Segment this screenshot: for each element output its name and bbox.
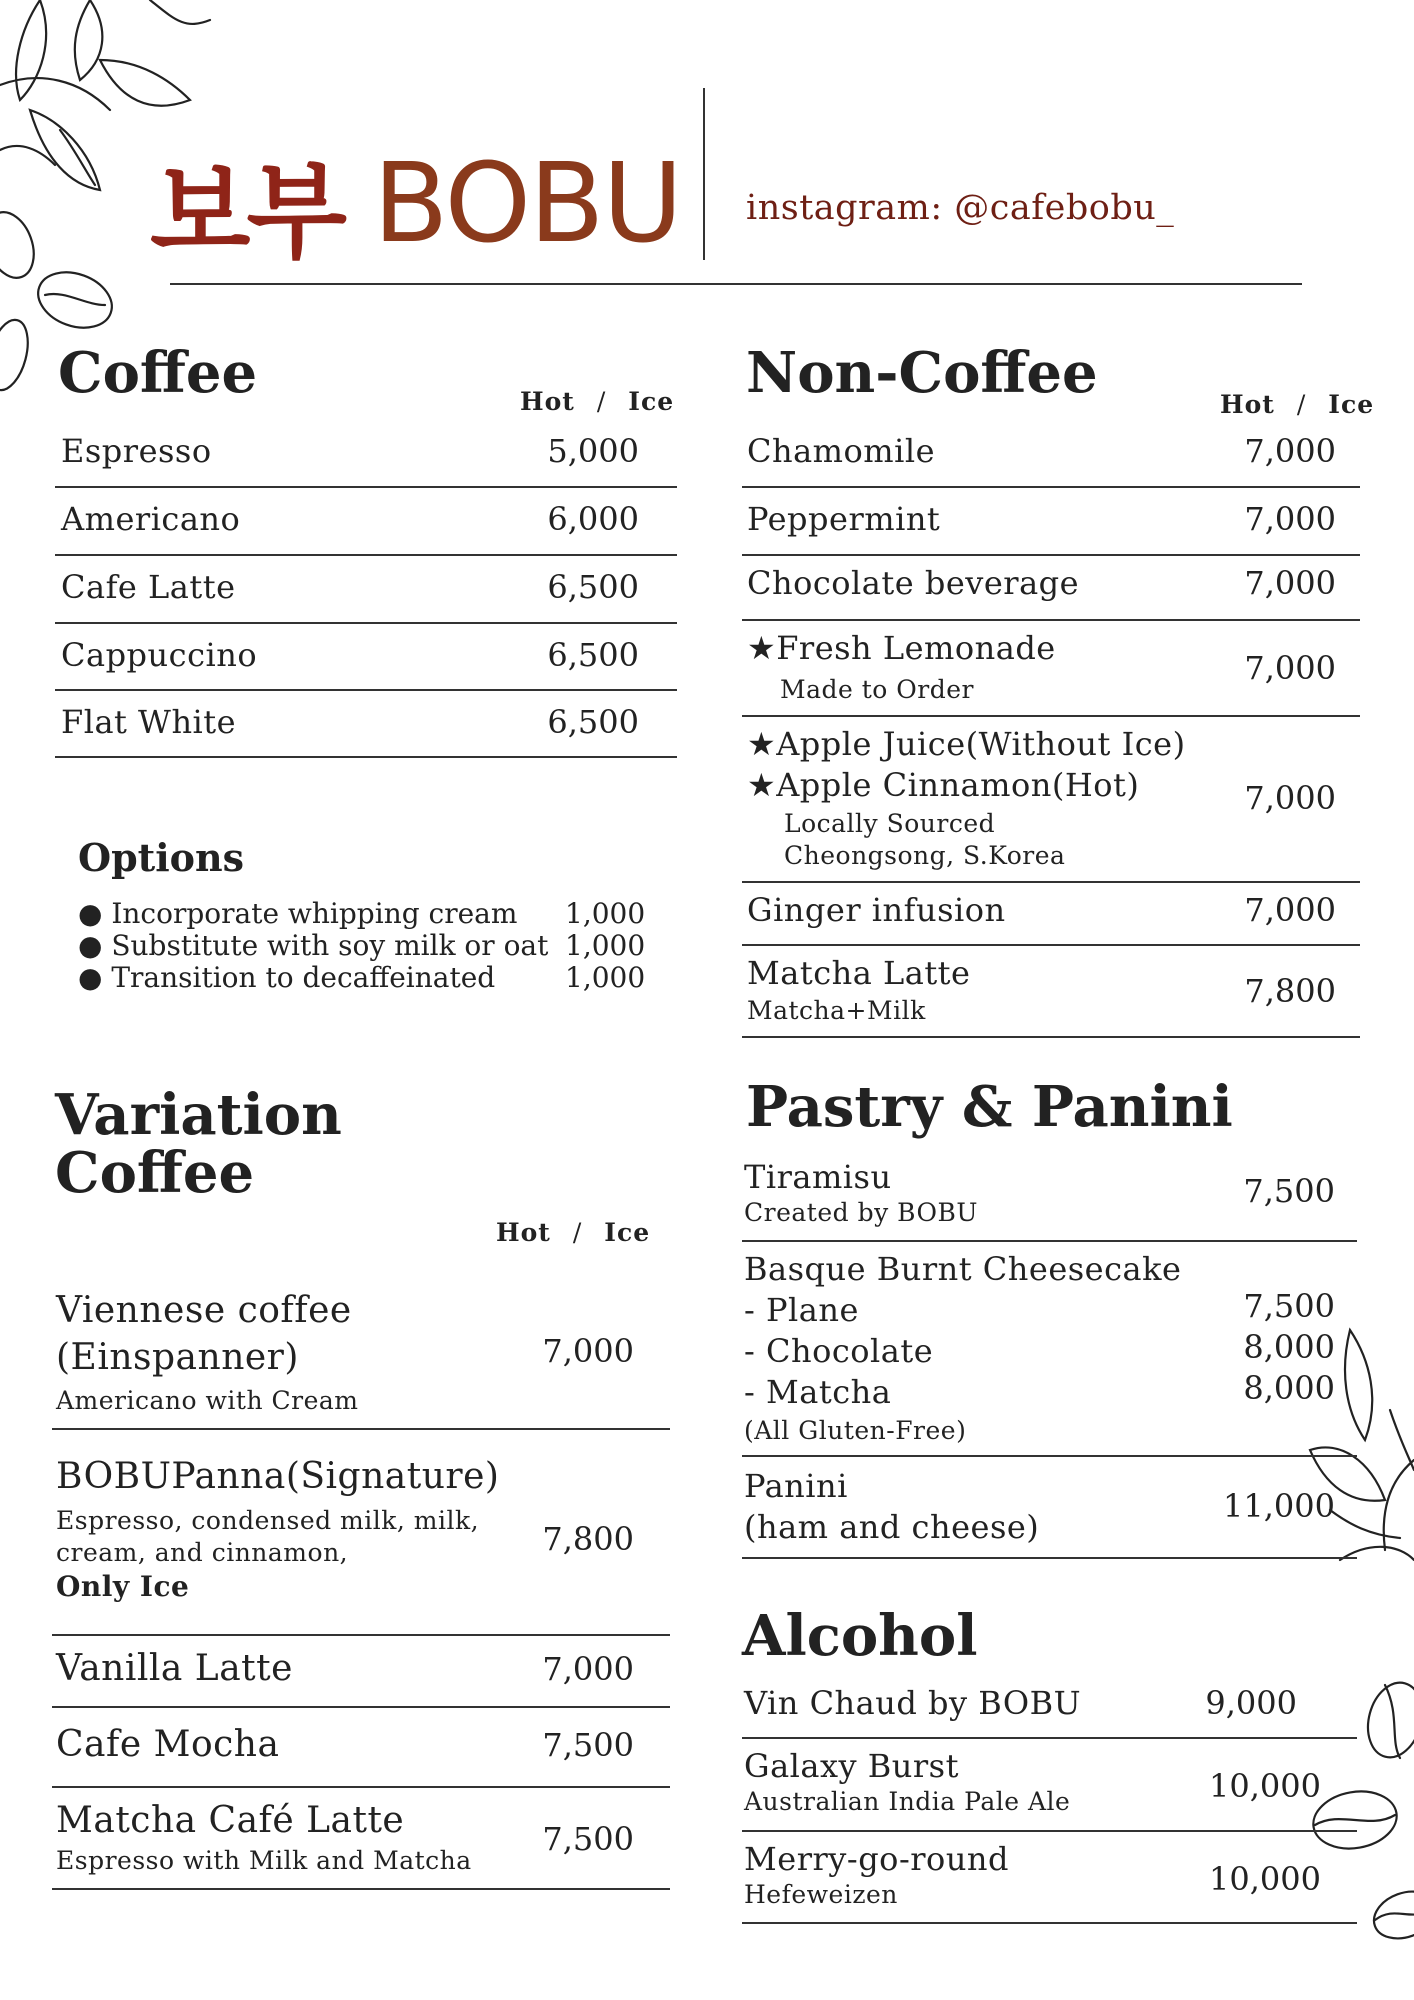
alcohol-title: Alcohol bbox=[742, 1603, 978, 1669]
item-name: Merry-go-round bbox=[744, 1840, 1010, 1878]
variant-price: 8,000 bbox=[1243, 1369, 1335, 1407]
item-price: 7,000 bbox=[542, 1650, 634, 1688]
item-name: Tiramisu bbox=[744, 1158, 892, 1196]
item-price: 10,000 bbox=[1209, 1860, 1321, 1898]
item-name-line1: Panini bbox=[744, 1467, 848, 1505]
item-description: Australian India Pale Ale bbox=[744, 1787, 1071, 1816]
item-price: 6,500 bbox=[547, 703, 639, 741]
item-description: Made to Order bbox=[780, 675, 974, 704]
ice-label: Ice bbox=[604, 1218, 651, 1247]
item-name: BOBUPanna(Signature) bbox=[56, 1456, 500, 1497]
menu-row-fresh-lemonade bbox=[742, 621, 1360, 717]
menu-row-vin-chaud bbox=[742, 1676, 1357, 1739]
menu-row-apple-juice bbox=[742, 717, 1360, 883]
item-description: Created by BOBU bbox=[744, 1198, 978, 1227]
item-price: 7,500 bbox=[1243, 1172, 1335, 1210]
item-price: 10,000 bbox=[1209, 1767, 1321, 1805]
variation-title-line2: Coffee bbox=[55, 1140, 255, 1206]
item-price: 9,000 bbox=[1205, 1684, 1297, 1722]
item-name-line1: Viennese coffee bbox=[56, 1290, 352, 1331]
menu-row-chamomile bbox=[742, 420, 1360, 488]
item-name: Matcha Café Latte bbox=[56, 1800, 405, 1841]
item-price: 7,000 bbox=[1244, 649, 1336, 687]
ice-label: Ice bbox=[628, 387, 675, 416]
option-price: 1,000 bbox=[565, 897, 646, 930]
menu-row-viennese-coffee bbox=[52, 1280, 670, 1430]
item-name-line1: ★Apple Juice(Without Ice) bbox=[747, 725, 1186, 763]
variant-matcha: - Matcha bbox=[744, 1373, 892, 1411]
item-description: Americano with Cream bbox=[56, 1386, 359, 1415]
variant-chocolate: - Chocolate bbox=[744, 1332, 934, 1370]
item-price: 6,500 bbox=[547, 568, 639, 606]
item-name: Chamomile bbox=[747, 432, 936, 470]
variant-price: 7,500 bbox=[1243, 1287, 1335, 1325]
coffee-hot-ice-header bbox=[520, 387, 674, 416]
item-name: Cafe Latte bbox=[61, 568, 236, 606]
item-only-ice-note: Only Ice bbox=[56, 1570, 190, 1603]
option-price: 1,000 bbox=[565, 929, 646, 962]
item-price: 7,000 bbox=[1244, 500, 1336, 538]
menu-row-cappuccino bbox=[55, 624, 677, 691]
variation-coffee-title bbox=[55, 1082, 342, 1206]
slash-label: / bbox=[596, 387, 607, 416]
logo-english-text: BOBU bbox=[372, 139, 682, 267]
menu-row-vanilla-latte bbox=[52, 1636, 670, 1708]
item-name-line2: (ham and cheese) bbox=[744, 1508, 1040, 1546]
item-name: Cappuccino bbox=[61, 636, 258, 674]
menu-row-bobupanna bbox=[52, 1430, 670, 1636]
item-price: 6,000 bbox=[547, 500, 639, 538]
item-description-line1: Locally Sourced bbox=[784, 809, 996, 838]
menu-row-matcha-cafe-latte bbox=[52, 1788, 670, 1890]
variant-plane: - Plane bbox=[744, 1291, 859, 1329]
item-name: Vanilla Latte bbox=[56, 1648, 293, 1689]
item-name: Espresso bbox=[61, 432, 212, 470]
item-price: 7,800 bbox=[542, 1520, 634, 1558]
hot-label: Hot bbox=[1220, 390, 1275, 419]
menu-row-chocolate-beverage bbox=[742, 556, 1360, 621]
menu-row-basque-cheesecake bbox=[742, 1242, 1357, 1457]
menu-row-panini bbox=[742, 1457, 1357, 1559]
item-name: Chocolate beverage bbox=[747, 564, 1080, 602]
menu-row-merry-go-round bbox=[742, 1832, 1357, 1924]
item-price: 7,800 bbox=[1244, 972, 1336, 1010]
option-soy-oat-milk: ● Substitute with soy milk or oat bbox=[78, 929, 549, 962]
item-name-line2: (Einspanner) bbox=[56, 1337, 299, 1378]
item-price: 7,000 bbox=[1244, 432, 1336, 470]
slash-label: / bbox=[572, 1218, 583, 1247]
menu-row-galaxy-burst bbox=[742, 1739, 1357, 1832]
item-price: 7,000 bbox=[1244, 564, 1336, 602]
menu-row-matcha-latte bbox=[742, 946, 1360, 1038]
item-description-line2: Cheongsong, S.Korea bbox=[784, 841, 1066, 870]
non-coffee-hot-ice-header bbox=[1220, 390, 1374, 419]
menu-row-peppermint bbox=[742, 488, 1360, 556]
item-price: 7,500 bbox=[542, 1726, 634, 1764]
item-description: (All Gluten-Free) bbox=[744, 1416, 967, 1445]
option-decaf: ● Transition to decaffeinated bbox=[78, 961, 496, 994]
item-name: Ginger infusion bbox=[747, 891, 1006, 929]
instagram-handle: instagram: @cafebobu_ bbox=[746, 188, 1175, 228]
variation-hot-ice-header bbox=[496, 1218, 650, 1247]
item-name: Basque Burnt Cheesecake bbox=[744, 1250, 1182, 1288]
item-name-line2: ★Apple Cinnamon(Hot) bbox=[747, 766, 1140, 804]
variation-title-line1: Variation bbox=[55, 1082, 342, 1148]
item-name: ★Fresh Lemonade bbox=[747, 629, 1056, 667]
item-description-line1: Espresso, condensed milk, milk, bbox=[56, 1506, 480, 1535]
item-name: Americano bbox=[61, 500, 241, 538]
item-description: Hefeweizen bbox=[744, 1880, 898, 1909]
hot-label: Hot bbox=[496, 1218, 551, 1247]
non-coffee-title: Non-Coffee bbox=[746, 340, 1098, 406]
header-divider bbox=[170, 283, 1302, 285]
menu-row-americano bbox=[55, 488, 677, 556]
hot-label: Hot bbox=[520, 387, 575, 416]
item-description: Matcha+Milk bbox=[747, 996, 926, 1025]
item-price: 11,000 bbox=[1223, 1487, 1335, 1525]
coffee-title: Coffee bbox=[58, 340, 258, 406]
item-description: Espresso with Milk and Matcha bbox=[56, 1846, 472, 1875]
menu-row-ginger-infusion bbox=[742, 883, 1360, 946]
header-vertical-divider bbox=[703, 88, 705, 260]
item-name: Galaxy Burst bbox=[744, 1747, 959, 1785]
brand-logo bbox=[150, 128, 681, 278]
item-price: 7,000 bbox=[542, 1332, 634, 1370]
menu-row-flat-white bbox=[55, 691, 677, 758]
menu-row-espresso bbox=[55, 420, 677, 488]
menu-row-tiramisu bbox=[742, 1150, 1357, 1242]
item-price: 5,000 bbox=[547, 432, 639, 470]
item-name: Cafe Mocha bbox=[56, 1724, 280, 1765]
item-price: 7,000 bbox=[1244, 891, 1336, 929]
options-title: Options bbox=[78, 835, 245, 880]
ice-label: Ice bbox=[1328, 390, 1375, 419]
item-price: 7,500 bbox=[542, 1820, 634, 1858]
item-price: 6,500 bbox=[547, 636, 639, 674]
variant-price: 8,000 bbox=[1243, 1328, 1335, 1366]
item-name: Vin Chaud by BOBU bbox=[744, 1684, 1082, 1722]
item-description-line2: cream, and cinnamon, bbox=[56, 1538, 349, 1567]
option-whipping-cream: ● Incorporate whipping cream bbox=[78, 897, 518, 930]
pastry-panini-title: Pastry & Panini bbox=[746, 1074, 1233, 1140]
item-price: 7,000 bbox=[1244, 779, 1336, 817]
menu-row-cafe-mocha bbox=[52, 1708, 670, 1788]
item-name: Matcha Latte bbox=[747, 954, 971, 992]
slash-label: / bbox=[1296, 390, 1307, 419]
item-name: Peppermint bbox=[747, 500, 941, 538]
menu-row-cafe-latte bbox=[55, 556, 677, 624]
option-price: 1,000 bbox=[565, 961, 646, 994]
item-name: Flat White bbox=[61, 703, 237, 741]
logo-korean-text: 보부 bbox=[150, 151, 343, 273]
